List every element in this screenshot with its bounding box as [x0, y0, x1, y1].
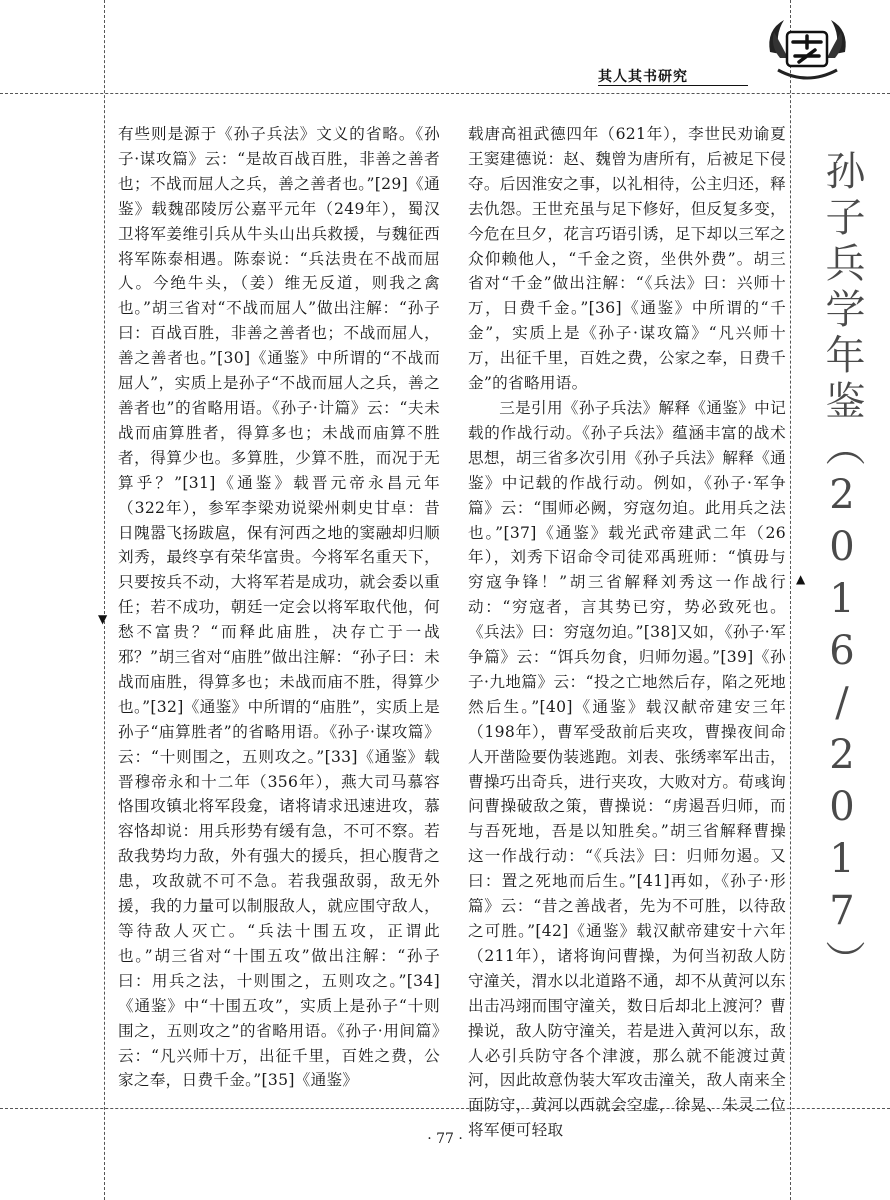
- right-paragraph-1: 载唐高祖武德四年（621年），李世民劝谕夏王窦建德说：赵、魏曾为唐所有，后被足下侵夺。后因淮安之事，以礼相待，公主归还，释去仇怨。王世充虽与足下修好，但反复多变，今危在旦夕，花言巧语引诱，足下却以三军之众仰赖他人，“千金之资，坐供外费”。胡三省对“千金”做出注解：“《兵法》曰：兴师十万，日费千金。”[36]《通鉴》中所谓的“千金”，实质上是《孙子·谋攻篇》“凡兴师十万，出征千里，百姓之费，公家之奉，日费千金”的省略用语。: [468, 125, 786, 393]
- right-column: [468, 122, 786, 1143]
- triangle-up-icon: ▲: [796, 572, 806, 586]
- header-rule: [598, 85, 748, 86]
- book-title-vertical: 孙子兵学年鉴（2016/2017）: [819, 150, 865, 986]
- crop-guide-top: [0, 93, 890, 94]
- left-column-text: 有些则是源于《孙子兵法》文义的省略。《孙子·谋攻篇》云：“是故百战百胜，非善之善者也；不战而屈人之兵，善之善者也。”[29]《通鉴》载魏邵陵厉公嘉平元年（249年），蜀汉卫将军姜维引兵从牛头山出兵救援，与魏征西将军陈泰相遇。陈泰说：“兵法贵在不战而屈人。今绝牛头，（姜）维无反道，则我之禽也。”胡三省对“不战而屈人”做出注解：“孙子曰：百战百胜，非善之善者也；不战而屈人，善之善者也。”[30]《通鉴》中所谓的“不战而屈人”，实质上是孙子“不战而屈人之兵，善之善者也”的省略用语。《孙子·计篇》云：“夫未战而庙算胜者，得算多也；未战而庙算不胜者，得算少也。多算胜，少算不胜，而况于无算乎？”[31]《通鉴》载晋元帝永昌元年（322年），参军李梁劝说梁州刺史甘卓：昔日隗嚣飞扬跋扈，保有河西之地的窦融却归顺刘秀，最终享有荣华富贵。今将军名重天下，只要按兵不动，大将军若是成功，就会委以重任；若不成功，朝廷一定会以将军取代他，何愁不富贵？“而释此庙胜，决存亡于一战邪？”胡三省对“庙胜”做出注解：“孙子曰：未战而庙胜，得算多也；未战而庙不胜，得算少也。”[32]《通鉴》中所谓的“庙胜”，实质上是孙子“庙算胜者”的省略用语。《孙子·谋攻篇》云：“十则围之，五则攻之。”[33]《通鉴》载晋穆帝永和十二年（356年），燕大司马慕容恪围攻镇北将军段龛，诸将请求迅速进攻，慕容恪却说：用兵形势有缓有急，不可不察。若敌我势均力敌，外有强大的援兵，担心腹背之患，攻敌就不可不急。若我强敌弱，敌无外援，我的力量可以制服敌人，就应围守敌人，等待敌人灭亡。“兵法十围五攻，正谓此也。”胡三省对“十围五攻”做出注解：“孙子曰：用兵之法，十则围之，五则攻之。”[34]《通鉴》中“十围五攻”，实质上是孙子“十则围之，五则攻之”的省略用语。《孙子·用间篇》云：“凡兴师十万，出征千里，百姓之费，公家之奉，日费千金。”[35]《通鉴》: [118, 125, 440, 1090]
- crop-guide-right: [790, 0, 791, 1200]
- section-title: 其人其书研究: [598, 69, 688, 85]
- left-column: [118, 122, 440, 1093]
- yearbook-logo-icon: [760, 12, 855, 92]
- triangle-down-icon: ▼: [98, 612, 108, 626]
- right-paragraph-2: 三是引用《孙子兵法》解释《通鉴》中记载的作战行动。《孙子兵法》蕴涵丰富的战术思想，胡三省多次引用《孙子兵法》解释《通鉴》中记载的作战行动。例如，《孙子·军争篇》云：“围师必阙，穷寇勿迫。此用兵之法也。”[37]《通鉴》载光武帝建武二年（26年），刘秀下诏命令司徒邓禹班师：“慎毋与穷寇争锋！”胡三省解释刘秀这一作战行动：“穷寇者，言其势已穷，势必致死也。《兵法》曰：穷寇勿迫。”[38]又如，《孙子·军争篇》云：“饵兵勿食，归师勿遏。”[39]《孙子·九地篇》云：“投之亡地然后存，陷之死地然后生。”[40]《通鉴》载汉献帝建安三年（198年），曹军受敌前后夹攻，曹操夜间命人开凿险要伪装逃跑。刘表、张绣率军出击，曹操巧出奇兵，进行夹攻，大败对方。荀彧询问曹操破敌之策，曹操说：“虏遏吾归师，而与吾死地，吾是以知胜矣。”胡三省解释曹操这一作战行动：“《兵法》曰：归师勿遏。又曰：置之死地而后生。”[41]再如，《孙子·形篇》云：“昔之善战者，先为不可胜，以待敌之可胜。”[42]《通鉴》载汉献帝建安十六年（211年），诸将询问曹操，为何当初敌人防守潼关，渭水以北道路不通，却不从黄河以东出击冯翊而围守潼关，数日后却北上渡河？曹操说，敌人防守潼关，若是进入黄河以东，敌人必引兵防守各个津渡，那么就不能渡过黄河，因此故意伪装大军攻击潼关，敌人南来全面防守，黄河以西就会空虚，徐晃、朱灵二位将军便可轻取: [468, 398, 786, 1140]
- crop-guide-left: [104, 0, 105, 1200]
- page-number: · 77 ·: [427, 1131, 463, 1147]
